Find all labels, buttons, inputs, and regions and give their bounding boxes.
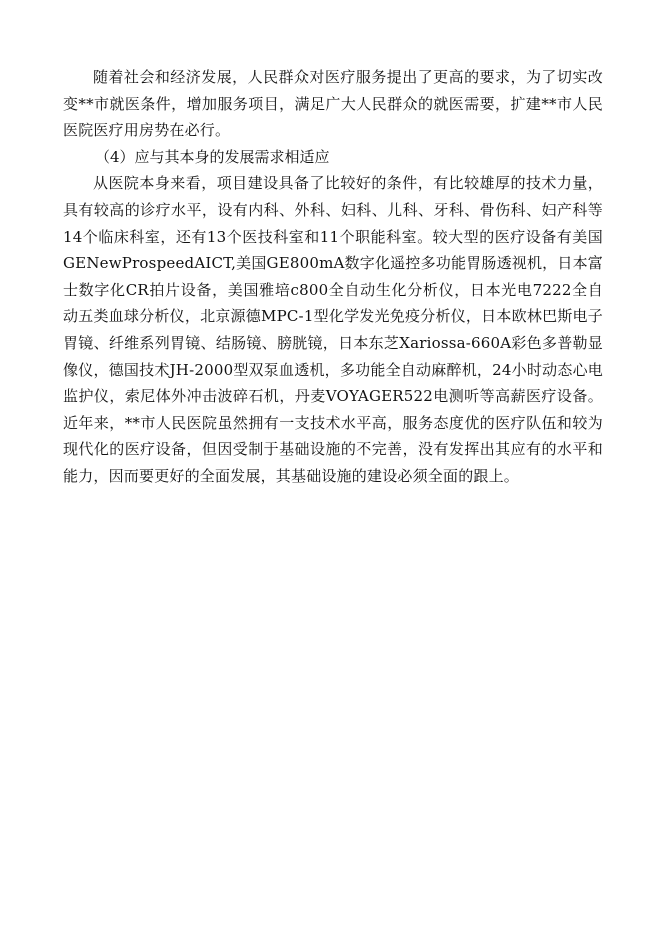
paragraph-hospital-conditions: 从医院本身来看，项目建设具备了比较好的条件，有比较雄厚的技术力量，具有较高的诊疗水平，设有内科、外科、妇科、儿科、牙科、骨伤科、妇产科等14个临床科室，还有13个医技科室和11个职能科室。较大型的医疗设备有美国GENewProspeedAICT,美国GE800mA数字化遥控多功能胃肠透视机，日本富士数字化CR拍片设备，美国雅培c800全自动生化分析仪，日本光电7222全自动五类血球分析仪，北京源德MPC-1型化学发光免疫分析仪，日本欧林巴斯电子胃镜、纤维系列胃镜、结肠镜、膀胱镜，日本东芝Xariossa-660A彩色多普勒显像仪，德国技术JH-2000型双泵血透机，多功能全自动麻醉机，24小时动态心电监护仪，索尼体外冲击波碎石机，丹麦VOYAGER522电测听等高薪医疗设备。近年来，**市人民医院虽然拥有一支技术水平高，服务态度优的医疗队伍和较为现代化的医疗设备，但因受制于基础设施的不完善，没有发挥出其应有的水平和能力，因而要更好的全面发展，其基础设施的建设必须全面的跟上。 [63, 174, 603, 485]
section-heading-development-needs: （4）应与其本身的发展需求相适应 [95, 147, 330, 166]
paragraph-medical-demand: 随着社会和经济发展，人民群众对医疗服务提出了更高的要求，为了切实改变**市就医条件，增加服务项目，满足广大人民群众的就医需要，扩建**市人民医院医疗用房势在必行。 [63, 68, 603, 140]
document-page [63, 64, 603, 490]
